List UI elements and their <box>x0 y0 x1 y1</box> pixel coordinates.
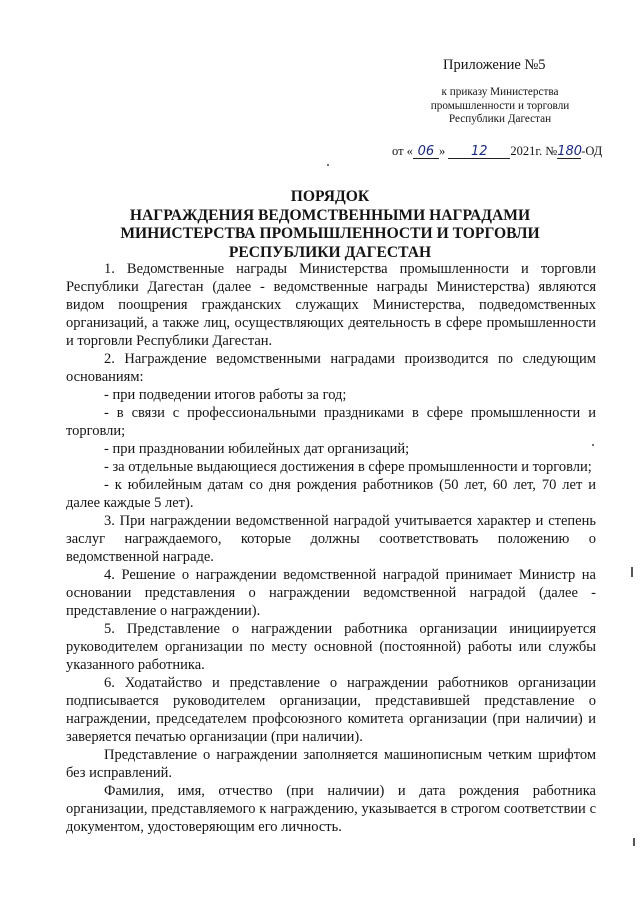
list-item-4: - за отдельные выдающиеся достижения в сфере промышленности и торговли; <box>104 459 592 475</box>
paragraph-3: 3. При награждении ведомственной наградой учитывается характер и степень заслуг награждаемого, которые должны соответствовать положению о ведомственной награде. <box>66 513 596 565</box>
order-date-line <box>392 144 602 159</box>
paragraph-8: Фамилия, имя, отчество (при наличии) и дата рождения работника организации, представляемого к награждению, указывается в строгом соответствии с документом, удостоверяющим его личность. <box>66 783 596 835</box>
appendix-title: Приложение №5 <box>443 57 546 73</box>
paragraph-5: 5. Представление о награждении работника организации инициируется руководителем организации по месту основной (постоянной) работы или службы указанного работника. <box>66 621 596 673</box>
date-mid: » <box>438 144 446 158</box>
handwritten-month: 12 <box>471 144 488 159</box>
paragraph-7: Представление о награждении заполняется машинописным четким шрифтом без исправлений. <box>66 747 596 781</box>
appendix-line-1: к приказу Министерства <box>441 86 559 98</box>
heading-line-3: МИНИСТЕРСТВА ПРОМЫШЛЕННОСТИ И ТОРГОВЛИ <box>120 225 540 242</box>
appendix-reference <box>420 86 580 127</box>
list-item-1: - при подведении итогов работы за год; <box>104 387 347 403</box>
list-item-2: - в связи с профессиональными праздниками в сфере промышленности и торговли; <box>66 405 596 439</box>
appendix-line-2: промышленности и торговли <box>430 99 570 112</box>
appendix-line-3: Республики Дагестан <box>448 113 552 125</box>
document-heading <box>80 188 580 262</box>
scan-speck <box>327 164 329 166</box>
handwritten-number: 180 <box>557 144 583 159</box>
list-item-3: - при праздновании юбилейных дат организаций; <box>104 441 410 457</box>
heading-line-4: РЕСПУБЛИКИ ДАГЕСТАН <box>228 243 432 261</box>
date-suffix: -ОД <box>581 144 603 158</box>
scan-speck <box>592 444 594 446</box>
heading-line-2: НАГРАЖДЕНИЯ ВЕДОМСТВЕННЫМИ НАГРАДАМИ <box>129 206 531 224</box>
heading-line-1: ПОРЯДОК <box>290 188 370 205</box>
paragraph-2: 2. Награждение ведомственными наградами производится по следующим основаниям: <box>66 351 596 385</box>
paragraph-6: 6. Ходатайство и представление о награждении работников организации подписывается руководителем организации, представившей представление о награждении, председателем профсоюзного комитета организации (при наличии) и заверяется печатью организации (при наличии). <box>66 675 596 745</box>
paragraph-1: 1. Ведомственные награды Министерства промышленности и торговли Республики Дагестан (далее - ведомственные награды Министерства) являются видом поощрения гражданских служащих Министерства, подведомственных организаций, а также лиц, осуществляющих деятельность в сфере промышленности и торговли Республики Дагестан. <box>66 261 596 349</box>
scan-edge-mark <box>631 567 633 577</box>
document-body <box>66 260 596 836</box>
list-item-5: - к юбилейным датам со дня рождения работников (50 лет, 60 лет, 70 лет и далее каждые 5 лет). <box>66 477 596 511</box>
paragraph-4: 4. Решение о награждении ведомственной наградой принимает Министр на основании представления о награждении ведомственной наградой (далее - представление о награждении). <box>66 567 596 619</box>
handwritten-day: 06 <box>417 144 435 159</box>
date-year: 2021г. № <box>510 144 558 158</box>
date-prefix: от « <box>392 144 413 158</box>
scan-edge-mark <box>633 838 635 846</box>
